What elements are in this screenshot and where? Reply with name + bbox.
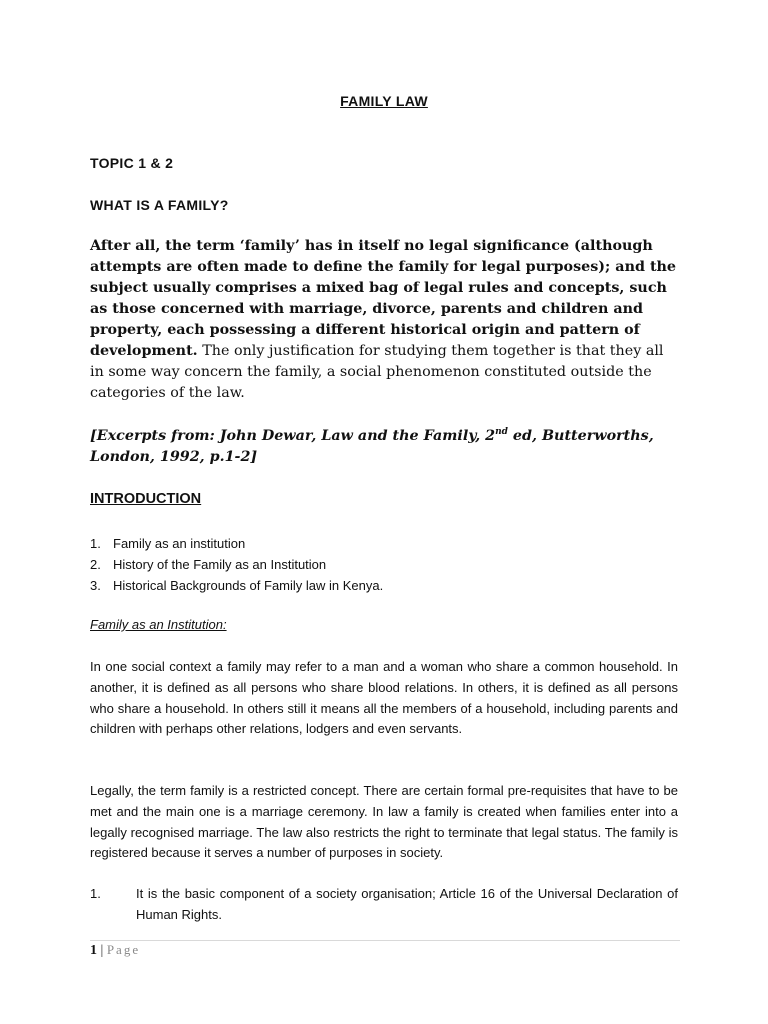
- list-number: 1.: [90, 536, 101, 551]
- section-subheading: Family as an Institution:: [90, 617, 227, 632]
- list-text: History of the Family as an Institution: [113, 557, 327, 572]
- footer-divider: [90, 940, 680, 941]
- introduction-heading: INTRODUCTION: [90, 491, 202, 507]
- citation: [90, 426, 680, 468]
- quoted-excerpt: [90, 236, 680, 404]
- excerpt-bold-text: After all, the term ‘family’ has in itself no legal significance (although attempts are often made to define the family for legal purposes); and the subject usually comprises a mixed bag of legal rules and concepts, such as those concerned with marriage, divorce, parents and children and property, each possessing a different historical origin and pattern of development.: [90, 238, 677, 359]
- paragraph-2: Legally, the term family is a restricted concept. There are certain formal pre-requisites that have to be met and the main one is a marriage ceremony. In law a family is created when families enter into a legally recognised marriage. The law also restricts the right to terminate that legal status. The family is registered because it serves a number of purposes in society.: [90, 783, 678, 861]
- excerpt-normal-text: The only justification for studying them together is that they all in some way concern the family, a social phenomenon constituted outside the categories of the law.: [90, 343, 664, 401]
- paragraph-1: In one social context a family may refer to a man and a woman who share a common household. In another, it is defined as all persons who share blood relations. In others, it is defined as all persons who share a household. In others still it means all the members of a household, including parents and children with perhaps other relations, lodgers and even servants.: [90, 659, 678, 737]
- footer-separator: |: [97, 943, 107, 958]
- citation-text-part2: ed, Butterworths, London, 1992, p.1-2]: [90, 428, 654, 465]
- list-text: Historical Backgrounds of Family law in Kenya.: [113, 578, 384, 593]
- citation-text-part1: [Excerpts from: John Dewar, Law and the Family, 2: [90, 428, 496, 444]
- page-label: Page: [106, 942, 141, 957]
- question-heading: WHAT IS A FAMILY?: [90, 197, 229, 213]
- citation-superscript: nd: [495, 427, 508, 437]
- numbered-point: [90, 884, 678, 926]
- list-item: [90, 575, 383, 596]
- point-text: It is the basic component of a society organisation; Article 16 of the Universal Declaration of Human Rights.: [136, 886, 678, 922]
- page-number: 1: [90, 943, 97, 958]
- point-number: 1.: [90, 886, 101, 901]
- document-title: FAMILY LAW: [340, 93, 428, 109]
- topic-heading: TOPIC 1 & 2: [90, 155, 174, 171]
- introduction-list: [90, 533, 383, 596]
- list-number: 2.: [90, 557, 101, 572]
- list-item: [90, 554, 383, 575]
- page-footer: [90, 942, 140, 959]
- list-item: [90, 533, 383, 554]
- list-number: 3.: [90, 578, 101, 593]
- list-text: Family as an institution: [113, 536, 246, 551]
